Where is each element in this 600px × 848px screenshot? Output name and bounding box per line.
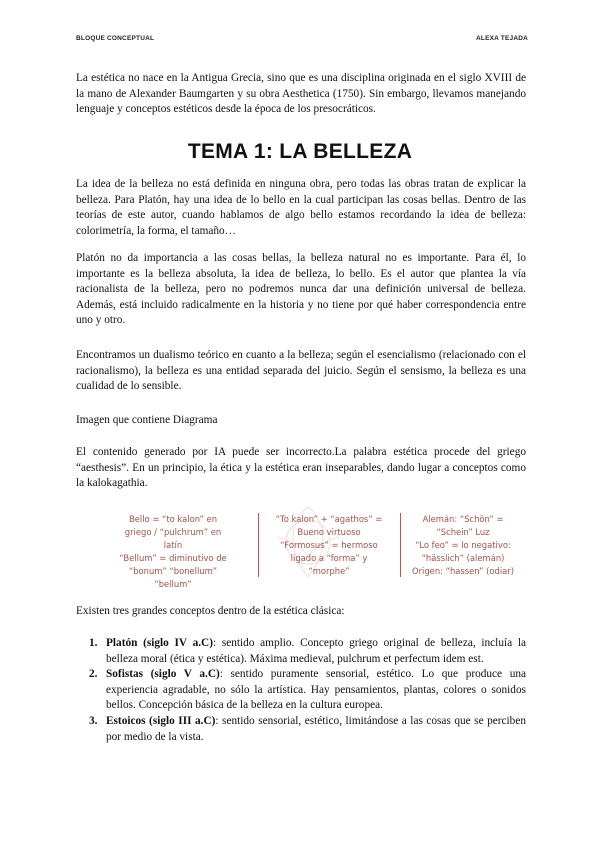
header-right: ALEXA TEJADA <box>476 35 528 42</box>
paragraph-dualismo: Encontramos un dualismo teórico en cuanto a la belleza; según el esencialismo (relacionado con el racionalismo), la belleza es una entidad separada del juicio. Según el sensismo, la belleza es una cualidad de lo sensible. <box>76 349 526 393</box>
diagram-line: Alemán: “Schön” = <box>422 514 504 524</box>
diagram-line: “Bellum” = diminutivo de <box>119 553 227 564</box>
header-left: BLOQUE CONCEPTUAL <box>76 35 155 42</box>
image-alt-caption: Imagen que contiene Diagrama <box>76 414 218 426</box>
diagram-line: “Formosus” = hermoso <box>280 540 378 551</box>
diagram-line: Origen: “hassen” (odiar) <box>411 566 514 577</box>
paragraph-platon: Platón no da importancia a las cosas bellas, la belleza natural no es importante. Para él, lo importante es la belleza absoluta, la idea de belleza, lo bello. Es el autor que plantea la vía racionalista de la belleza, pero no podremos nunca dar una definición universal de belleza. Además, está incluido radicalmente en la historia y no tiene por qué haber correspondencia entre uno y otro. <box>76 252 526 327</box>
list-item-number: 2. <box>89 668 98 681</box>
diagram-line: Bello = “to kalon” en <box>128 514 218 524</box>
diagram-line: “To kalon” + “agathos” = <box>275 514 383 524</box>
diagram-divider <box>258 513 259 577</box>
diagram-line: Bueno virtuoso <box>297 527 361 538</box>
list-item-text: : sentido amplio. Concepto griego original de belleza, incluía la belleza moral (ética y estética). Máxima medieval, pulchrum et perfectum idem est. <box>106 637 526 665</box>
diagram-line: “bellum” <box>154 579 192 590</box>
etymology-diagram <box>98 505 518 597</box>
page-title: TEMA 1: LA BELLEZA <box>187 140 413 163</box>
list-intro: Existen tres grandes conceptos dentro de la estética clásica: <box>76 605 345 617</box>
diagram-line: latín <box>163 540 183 551</box>
diagram-column-aleman <box>406 513 520 578</box>
diagram-line: ligado a “forma” y <box>290 553 368 564</box>
diagram-line: griego / “pulchrum” en <box>124 527 222 538</box>
intro-paragraph: La estética no nace en la Antigua Grecia, sino que es una disciplina originada en el siglo XVIII de la mano de Alexander Baumgarten y su obra Aesthetica (1750). Sin embargo, llevamos manejando lenguaje y conceptos estéticos desde la época de los presocráticos. <box>76 72 526 116</box>
diagram-line: “morphe” <box>308 566 350 577</box>
paragraph-aesthesis: El contenido generado por IA puede ser incorrecto.La palabra estética procede del griego “aesthesis”. En un principio, la ética y la estética eran inseparables, dando lugar a conceptos como la kalokagathia. <box>76 446 526 490</box>
diagram-line: “bonum” “bonellum” <box>128 566 218 577</box>
paragraph-definition: La idea de la belleza no está definida en ninguna obra, pero todas las obras tratan de explicar la belleza. Para Platón, hay una idea de lo bello en la cual participan las cosas bellas. Dentro de las teorías de este autor, cuando hablamos de algo bello estamos recordando la idea de belleza: colorimetría, la forma, el tamaño… <box>76 178 526 237</box>
diagram-line: “hässlich” (alemán) <box>421 553 505 564</box>
diagram-divider <box>400 513 401 577</box>
list-item-number: 1. <box>89 637 98 649</box>
list-item-text: : sentido sensorial, estético, limitándose a las cosas que se perciben por medio de la vista. <box>106 714 526 743</box>
diagram-column-bello <box>98 513 248 592</box>
diagram-line: “Schein” Luz <box>436 527 490 538</box>
list-item <box>76 714 526 745</box>
list-item-number: 3. <box>89 714 98 727</box>
list-item-text: : sentido puramente sensorial, estético. Lo que produce una experiencia agradable, no sólo la artística. Hay pensamientos, plantas, colores o sonidos bellos. Concepción básica de la belleza en la cultura europea. <box>106 668 526 712</box>
list-item <box>76 667 526 714</box>
list-item-term: Platón (siglo IV a.C) <box>106 637 213 649</box>
list-item-term: Estoicos (siglo III a.C) <box>106 714 216 727</box>
list-item-term: Sofistas (siglo V a.C) <box>106 668 220 681</box>
concepts-list <box>76 636 526 745</box>
diagram-column-kalon <box>268 513 390 578</box>
diagram-line: “Lo feo” = lo negativo: <box>415 540 511 551</box>
list-item <box>76 636 526 667</box>
